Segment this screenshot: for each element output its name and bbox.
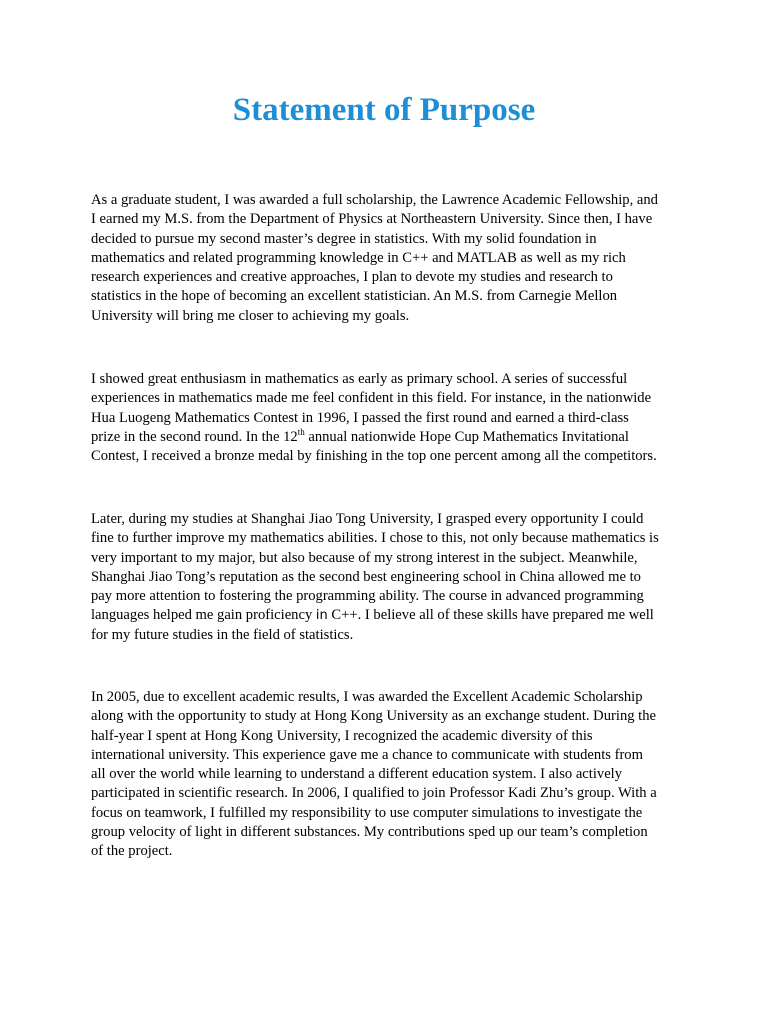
paragraph-line: experiences in mathematics made me feel confident in this field. For instance, in the nationwide	[91, 390, 652, 407]
paragraph-line: mathematics and related programming knowledge in C++ and MATLAB as well as my rich	[91, 249, 626, 266]
paragraph-line: Shanghai Jiao Tong’s reputation as the second best engineering school in China allowed me to	[91, 568, 641, 585]
paragraph-line: of the project.	[91, 843, 173, 860]
paragraph-4	[91, 688, 691, 862]
paragraph-line: international university. This experience gave me a chance to communicate with students from	[91, 746, 643, 763]
line-text-sans: in	[315, 608, 328, 624]
line-text: languages helped me gain proficiency	[91, 607, 316, 624]
line-text: prize in the second round. In the 12	[91, 428, 298, 445]
paragraph-line: all over the world while learning to understand a different education system. I also actively	[91, 766, 623, 783]
paragraph-line: half-year I spent at Hong Kong University, I recognized the academic diversity of this	[91, 727, 593, 744]
paragraph-line: along with the opportunity to study at Hong Kong University as an exchange student. During the	[91, 708, 657, 725]
paragraph-line: In 2005, due to excellent academic results, I was awarded the Excellent Academic Scholarship	[91, 689, 643, 705]
paragraph-line-with-superscript	[91, 428, 691, 447]
paragraph-line: participated in scientific research. In 2006, I qualified to join Professor Kadi Zhu’s group. With a	[91, 785, 657, 802]
paragraph-3	[91, 510, 691, 645]
paragraph-line: statistics in the hope of becoming an excellent statistician. An M.S. from Carnegie Mellon	[91, 288, 618, 305]
paragraph-line: I earned my M.S. from the Department of Physics at Northeastern University. Since then, I have	[91, 211, 653, 228]
paragraph-line: group velocity of light in different substances. My contributions sped up our team’s completion	[91, 824, 648, 841]
paragraph-line: fine to further improve my mathematics abilities. I chose to this, not only because mathematics is	[91, 530, 659, 547]
line-text: annual nationwide Hope Cup Mathematics Invitational	[304, 428, 629, 445]
paragraph-1	[91, 191, 691, 326]
paragraph-line: pay more attention to fostering the programming ability. The course in advanced programming	[91, 588, 644, 605]
paragraph-line: Contest, I received a bronze medal by finishing in the top one percent among all the competitors.	[91, 448, 657, 465]
paragraph-line: research experiences and creative approaches, I plan to devote my studies and research to	[91, 269, 613, 286]
paragraph-line: University will bring me closer to achieving my goals.	[91, 307, 410, 324]
paragraph-line: very important to my major, but also because of my strong interest in the subject. Meanwhile,	[91, 549, 638, 566]
paragraph-line: As a graduate student, I was awarded a full scholarship, the Lawrence Academic Fellowship, and	[91, 192, 658, 208]
paragraph-line: Hua Luogeng Mathematics Contest in 1996, I passed the first round and earned a third-class	[91, 409, 629, 426]
paragraph-line: decided to pursue my second master’s degree in statistics. With my solid foundation in	[91, 230, 597, 247]
paragraph-line: Later, during my studies at Shanghai Jiao Tong University, I grasped every opportunity I could	[91, 511, 644, 527]
document-title: Statement of Purpose	[232, 92, 536, 128]
paragraph-line-mixed-font	[91, 606, 691, 625]
paragraph-2	[91, 370, 691, 466]
ordinal-superscript: th	[297, 426, 305, 437]
paragraph-line: I showed great enthusiasm in mathematics as early as primary school. A series of successful	[91, 371, 628, 387]
line-text: C++. I believe all of these skills have prepared me well	[327, 607, 654, 624]
paragraph-line: focus on teamwork, I fulfilled my responsibility to use computer simulations to investigate the	[91, 804, 643, 821]
paragraph-line: for my future studies in the field of statistics.	[91, 626, 354, 643]
